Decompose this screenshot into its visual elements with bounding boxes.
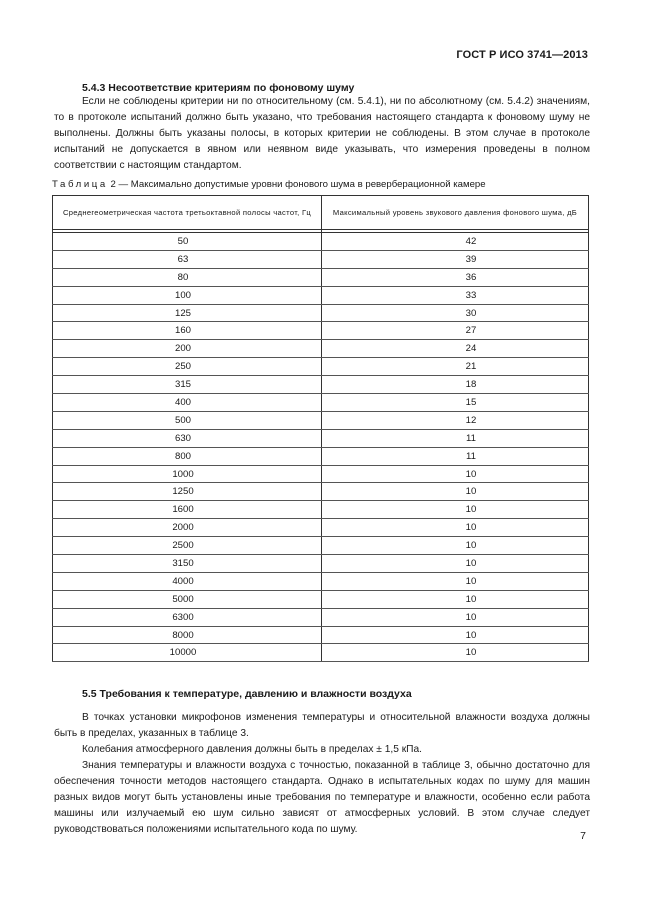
level-cell: 10 <box>322 519 589 537</box>
level-cell: 10 <box>322 555 589 573</box>
frequency-cell: 50 <box>53 233 322 251</box>
table-row <box>53 322 589 340</box>
section-5-4-3-heading: 5.4.3 Несоответствие критериям по фоновому шуму <box>82 82 355 94</box>
section-5-5-text-3: Знания температуры и влажности воздуха с точностью, показанной в таблице 3, обычно достаточно для обеспечения точности методов настоящего стандарта. Однако в испытательных кодах по шуму для машин разных видов могут быть установлены иные требования по температуре и влажности, особенно если работа машины или излучаемый ею шум сильно зависят от атмосферных условий. В этом случае следует руководствоваться положениями испытательного кода по шуму. <box>54 760 590 835</box>
table-caption <box>52 179 486 190</box>
frequency-cell: 800 <box>53 447 322 465</box>
table-row <box>53 483 589 501</box>
section-5-5-paragraph-2 <box>54 742 590 758</box>
frequency-cell: 125 <box>53 304 322 322</box>
table-row <box>53 537 589 555</box>
frequency-cell: 2500 <box>53 537 322 555</box>
table-row <box>53 501 589 519</box>
frequency-cell: 8000 <box>53 626 322 644</box>
level-cell: 42 <box>322 233 589 251</box>
frequency-cell: 1000 <box>53 465 322 483</box>
table-row <box>53 340 589 358</box>
level-cell: 24 <box>322 340 589 358</box>
level-cell: 30 <box>322 304 589 322</box>
frequency-cell: 1250 <box>53 483 322 501</box>
level-cell: 36 <box>322 268 589 286</box>
frequency-cell: 200 <box>53 340 322 358</box>
table-row <box>53 304 589 322</box>
table-row <box>53 626 589 644</box>
table-row <box>53 268 589 286</box>
table-row <box>53 394 589 412</box>
table-row <box>53 608 589 626</box>
frequency-cell: 4000 <box>53 572 322 590</box>
table-row <box>53 411 589 429</box>
table-row <box>53 250 589 268</box>
frequency-cell: 80 <box>53 268 322 286</box>
background-noise-table <box>52 195 589 662</box>
frequency-cell: 160 <box>53 322 322 340</box>
table-row <box>53 447 589 465</box>
frequency-cell: 630 <box>53 429 322 447</box>
section-5-5-text-2: Колебания атмосферного давления должны быть в пределах ± 1,5 кПа. <box>82 744 422 755</box>
table-row <box>53 465 589 483</box>
frequency-cell: 100 <box>53 286 322 304</box>
level-cell: 39 <box>322 250 589 268</box>
table-caption-label: Таблица <box>52 179 108 190</box>
level-cell: 33 <box>322 286 589 304</box>
level-cell: 12 <box>322 411 589 429</box>
frequency-cell: 400 <box>53 394 322 412</box>
level-cell: 27 <box>322 322 589 340</box>
frequency-cell: 500 <box>53 411 322 429</box>
level-cell: 10 <box>322 572 589 590</box>
table-row <box>53 358 589 376</box>
level-cell: 10 <box>322 483 589 501</box>
table-row <box>53 286 589 304</box>
page-number: 7 <box>580 830 586 842</box>
frequency-cell: 250 <box>53 358 322 376</box>
level-cell: 10 <box>322 465 589 483</box>
level-cell: 10 <box>322 590 589 608</box>
level-cell: 21 <box>322 358 589 376</box>
section-5-5-text-1: В точках установки микрофонов изменения температуры и относительной влажности воздуха должны быть в пределах, указанных в таблице 3. <box>54 712 590 739</box>
level-cell: 11 <box>322 447 589 465</box>
document-id: ГОСТ Р ИСО 3741—2013 <box>456 49 588 61</box>
table-row <box>53 233 589 251</box>
level-cell: 10 <box>322 608 589 626</box>
level-cell: 10 <box>322 501 589 519</box>
table-row <box>53 555 589 573</box>
section-5-4-3-text: Если не соблюдены критерии ни по относительному (см. 5.4.1), ни по абсолютному (см. 5.4.2) значениям, то в протоколе испытаний должно быть указано, что требования настоящего стандарта к фоновому шуму не выполнены. Должны быть указаны полосы, в которых критерии не соблюдены. В этом случае в протоколе испытаний не допускается в явном или неявном виде указывать, что измерения проведены в полном соответствии с настоящим стандартом. <box>54 96 590 171</box>
table-row <box>53 519 589 537</box>
table-caption-number: 2 <box>110 179 116 190</box>
frequency-cell: 5000 <box>53 590 322 608</box>
table-caption-text: — Максимально допустимые уровни фонового шума в реверберационной камере <box>118 179 486 190</box>
column-header-level: Максимальный уровень звукового давления фонового шума, дБ <box>322 196 589 230</box>
section-5-5-paragraph-3 <box>54 758 590 838</box>
section-5-5-paragraph-1 <box>54 710 590 742</box>
table-row <box>53 429 589 447</box>
level-cell: 10 <box>322 626 589 644</box>
level-cell: 10 <box>322 644 589 662</box>
section-5-4-3-paragraph <box>54 94 590 174</box>
frequency-cell: 6300 <box>53 608 322 626</box>
table-row <box>53 376 589 394</box>
level-cell: 18 <box>322 376 589 394</box>
level-cell: 15 <box>322 394 589 412</box>
level-cell: 10 <box>322 537 589 555</box>
frequency-cell: 315 <box>53 376 322 394</box>
table-row <box>53 572 589 590</box>
table-row <box>53 644 589 662</box>
frequency-cell: 63 <box>53 250 322 268</box>
frequency-cell: 3150 <box>53 555 322 573</box>
frequency-cell: 2000 <box>53 519 322 537</box>
section-5-5-heading: 5.5 Требования к температуре, давлению и влажности воздуха <box>82 688 412 700</box>
level-cell: 11 <box>322 429 589 447</box>
frequency-cell: 10000 <box>53 644 322 662</box>
column-header-frequency: Среднегеометрическая частота третьоктавной полосы частот, Гц <box>53 196 322 230</box>
frequency-cell: 1600 <box>53 501 322 519</box>
table-row <box>53 590 589 608</box>
